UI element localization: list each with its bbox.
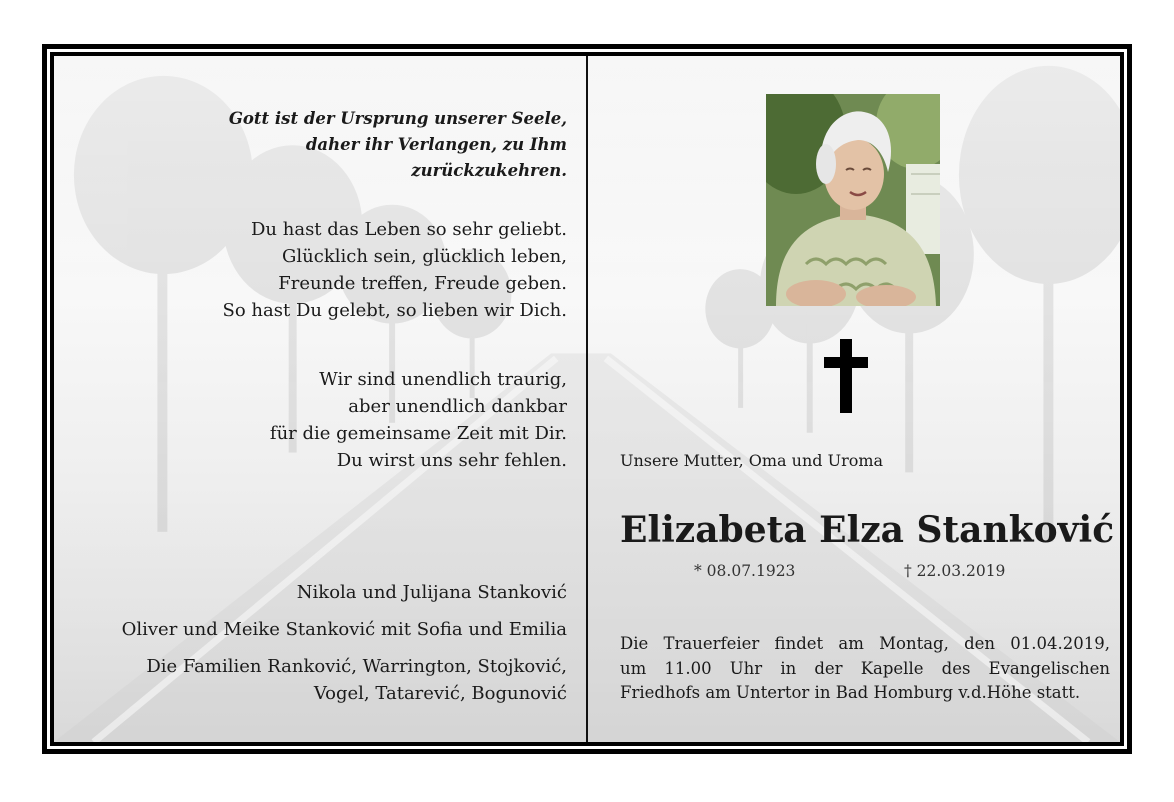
poem-line: Wir sind unendlich traurig, <box>319 369 567 390</box>
relationship-intro: Unsere Mutter, Oma und Uroma <box>620 451 884 470</box>
portrait-photo <box>766 94 940 306</box>
death-date: † 22.03.2019 <box>904 562 1006 580</box>
motto-quote <box>54 106 567 184</box>
service-line: Friedhofs am Untertor in Bad Homburg v.d.Höhe statt. <box>620 683 1081 702</box>
poem-line: Freunde treffen, Freude geben. <box>278 273 567 294</box>
center-divider <box>586 56 588 742</box>
card-border-inner <box>50 52 1124 746</box>
motto-line: Gott ist der Ursprung unserer Seele, <box>228 109 567 128</box>
poem-line: Glücklich sein, glücklich leben, <box>282 246 567 267</box>
poem-line: So hast Du gelebt, so lieben wir Dich. <box>222 300 567 321</box>
mourner-line: Die Familien Ranković, Warrington, Stojković, <box>146 656 567 677</box>
poem-line: Du hast das Leben so sehr geliebt. <box>251 219 567 240</box>
card-border-gap <box>47 49 1127 749</box>
poem-line: für die gemeinsame Zeit mit Dir. <box>269 423 567 444</box>
mourner-family-1 <box>54 579 567 606</box>
service-line: Die Trauerfeier findet am Montag, den 01.04.2019, <box>620 634 1110 653</box>
poem-line: Du wirst uns sehr fehlen. <box>336 450 567 471</box>
poem-stanza-2 <box>54 366 567 474</box>
mourner-family-2 <box>54 616 567 643</box>
birth-date: * 08.07.1923 <box>694 562 796 580</box>
poem-line: aber unendlich dankbar <box>348 396 567 417</box>
motto-line: daher ihr Verlangen, zu Ihm <box>305 135 567 154</box>
mourner-line: Vogel, Tatarević, Bogunović <box>313 683 567 704</box>
mourner-line: Nikola und Julijana Stanković <box>296 582 567 603</box>
obituary-card <box>54 56 1120 742</box>
mourner-family-3 <box>54 653 567 707</box>
cross-icon <box>824 339 868 413</box>
mourner-line: Oliver und Meike Stanković mit Sofia und Emilia <box>121 619 567 640</box>
card-border <box>42 44 1132 754</box>
service-line: um 11.00 Uhr in der Kapelle des Evangelischen <box>620 658 1110 678</box>
funeral-service-info <box>620 632 1110 706</box>
poem-stanza-1 <box>54 216 567 324</box>
motto-line: zurückzukehren. <box>411 161 567 180</box>
deceased-name: Elizabeta Elza Stanković <box>620 509 1115 551</box>
